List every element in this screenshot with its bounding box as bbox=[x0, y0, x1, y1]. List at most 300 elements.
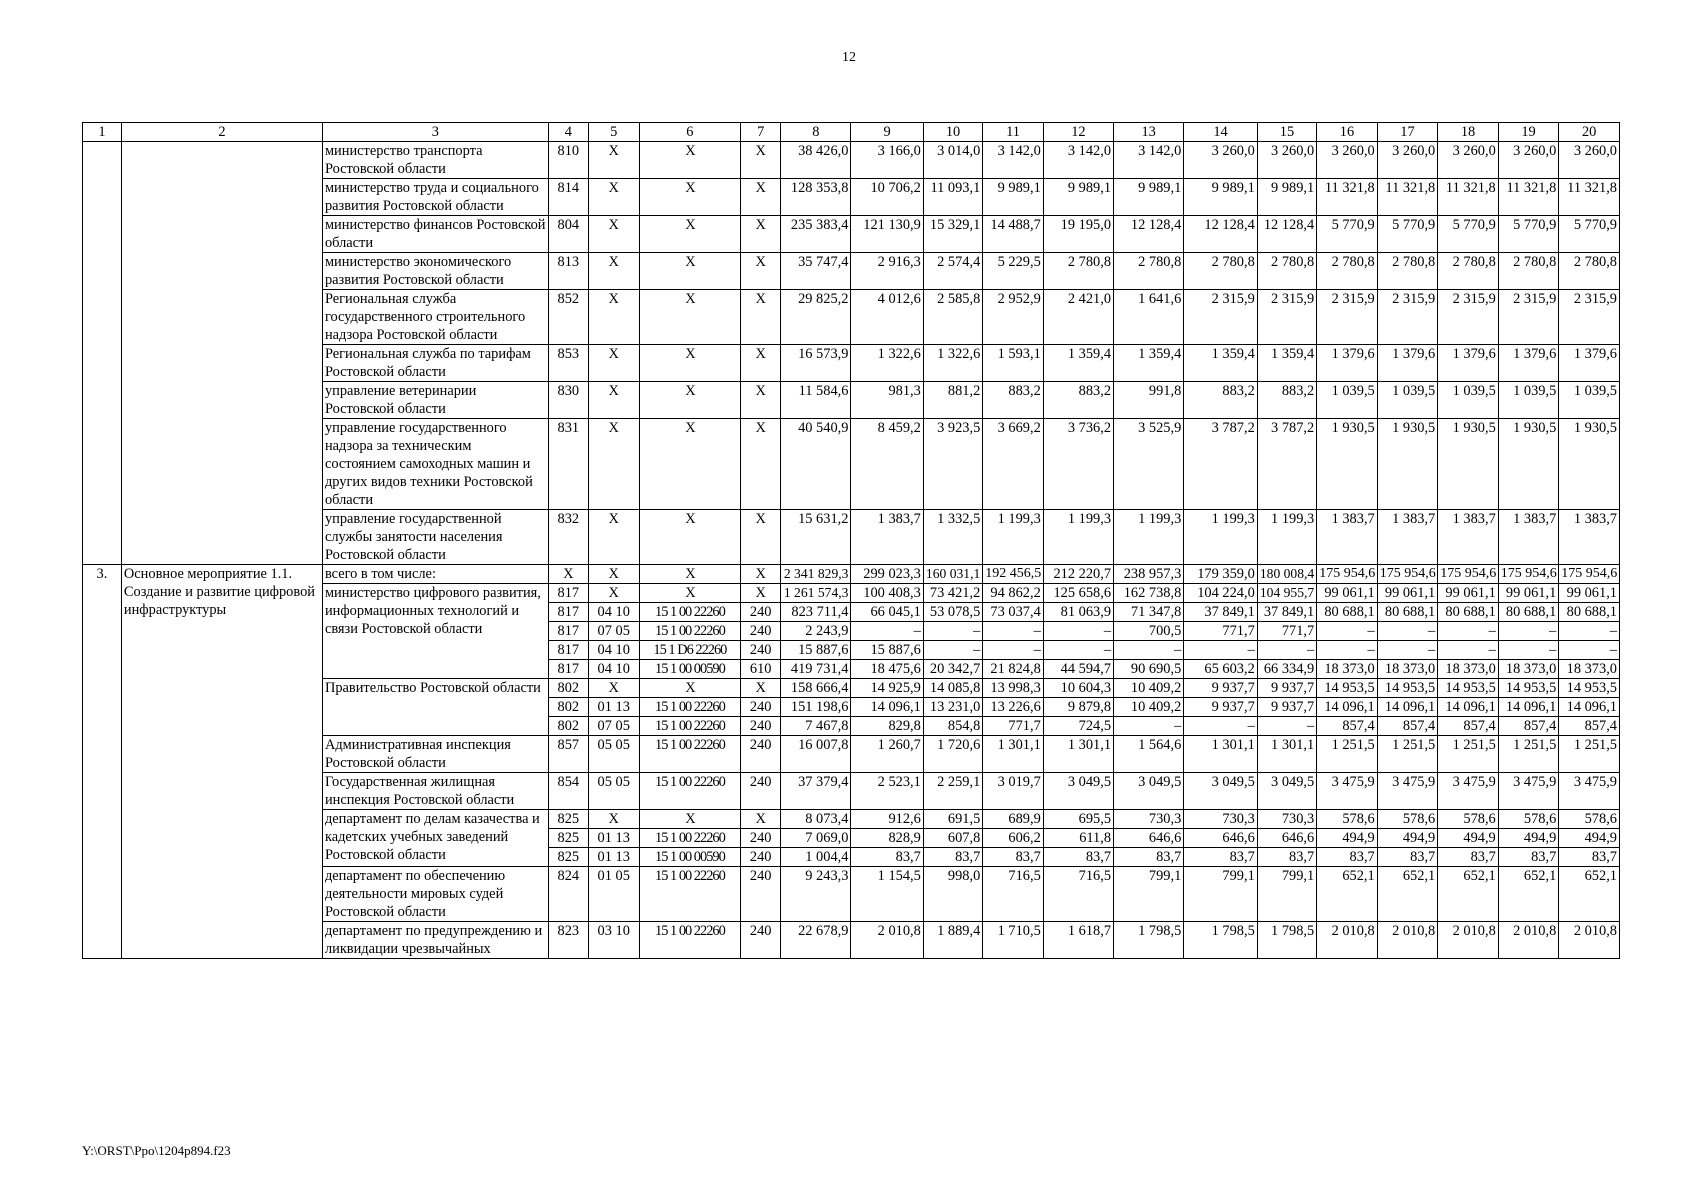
amount-cell: 2 259,1 bbox=[923, 773, 982, 810]
amount-cell: 99 061,1 bbox=[1438, 584, 1499, 603]
amount-cell: 1 359,4 bbox=[1043, 345, 1113, 382]
executor-name: Региональная служба по тарифам Ростовской области bbox=[322, 345, 548, 382]
budget-code-cell: X bbox=[588, 679, 639, 698]
amount-cell: 14 953,5 bbox=[1317, 679, 1378, 698]
event-number bbox=[83, 142, 122, 565]
amount-cell: 494,9 bbox=[1559, 829, 1620, 848]
budget-code-cell: 830 bbox=[548, 382, 588, 419]
amount-cell: 606,2 bbox=[983, 829, 1044, 848]
amount-cell: 2 010,8 bbox=[851, 922, 923, 959]
budget-code-cell: X bbox=[741, 142, 781, 179]
amount-cell: 1 798,5 bbox=[1114, 922, 1184, 959]
amount-cell: 1 251,5 bbox=[1317, 736, 1378, 773]
budget-code-cell: 15 1 00 22260 bbox=[639, 773, 741, 810]
amount-cell: 716,5 bbox=[983, 867, 1044, 922]
amount-cell: 1 379,6 bbox=[1438, 345, 1499, 382]
amount-cell: 1 322,6 bbox=[851, 345, 923, 382]
budget-code-cell: X bbox=[639, 584, 741, 603]
amount-cell: 1 383,7 bbox=[1438, 510, 1499, 565]
amount-cell: 2 315,9 bbox=[1498, 290, 1559, 345]
amount-cell: 1 930,5 bbox=[1317, 419, 1378, 510]
amount-cell: 1 889,4 bbox=[923, 922, 982, 959]
amount-cell: 29 825,2 bbox=[781, 290, 851, 345]
budget-code-cell: 04 10 bbox=[588, 660, 639, 679]
amount-cell: 1 199,3 bbox=[983, 510, 1044, 565]
table-body bbox=[83, 142, 1620, 959]
budget-code-cell: 15 1 00 22260 bbox=[639, 867, 741, 922]
budget-code-cell: 240 bbox=[741, 622, 781, 641]
amount-cell: 2 315,9 bbox=[1184, 290, 1257, 345]
amount-cell: 2 780,8 bbox=[1377, 253, 1438, 290]
amount-cell: 1 039,5 bbox=[1559, 382, 1620, 419]
budget-code-cell: X bbox=[588, 216, 639, 253]
column-header: 4 bbox=[548, 123, 588, 142]
amount-cell: 2 010,8 bbox=[1317, 922, 1378, 959]
amount-cell: 20 342,7 bbox=[923, 660, 982, 679]
table-row bbox=[83, 142, 1620, 179]
amount-cell: 238 957,3 bbox=[1114, 565, 1184, 584]
amount-cell: 2 523,1 bbox=[851, 773, 923, 810]
amount-cell: 1 359,4 bbox=[1114, 345, 1184, 382]
amount-cell: 66 045,1 bbox=[851, 603, 923, 622]
amount-cell: 14 953,5 bbox=[1498, 679, 1559, 698]
amount-cell: 1 383,7 bbox=[1559, 510, 1620, 565]
budget-code-cell: X bbox=[639, 565, 741, 584]
amount-cell: 9 989,1 bbox=[1114, 179, 1184, 216]
amount-cell: 1 301,1 bbox=[1184, 736, 1257, 773]
amount-cell: 94 862,2 bbox=[983, 584, 1044, 603]
amount-cell: 2 010,8 bbox=[1498, 922, 1559, 959]
budget-code-cell: 07 05 bbox=[588, 622, 639, 641]
budget-code-cell: X bbox=[548, 565, 588, 584]
executor-name: министерство труда и социального развития Ростовской области bbox=[322, 179, 548, 216]
amount-cell: 578,6 bbox=[1438, 810, 1499, 829]
amount-cell: 1 039,5 bbox=[1438, 382, 1499, 419]
amount-cell: 578,6 bbox=[1377, 810, 1438, 829]
amount-cell: – bbox=[923, 622, 982, 641]
amount-cell: 3 260,0 bbox=[1257, 142, 1316, 179]
amount-cell: – bbox=[1498, 641, 1559, 660]
amount-cell: 99 061,1 bbox=[1317, 584, 1378, 603]
amount-cell: 823 711,4 bbox=[781, 603, 851, 622]
amount-cell: 18 373,0 bbox=[1438, 660, 1499, 679]
amount-cell: 81 063,9 bbox=[1043, 603, 1113, 622]
column-header: 6 bbox=[639, 123, 741, 142]
amount-cell: 11 321,8 bbox=[1498, 179, 1559, 216]
executor-name: Государственная жилищная инспекция Ростовской области bbox=[322, 773, 548, 810]
amount-cell: 15 887,6 bbox=[781, 641, 851, 660]
budget-code-cell: 07 05 bbox=[588, 717, 639, 736]
budget-code-cell: X bbox=[741, 419, 781, 510]
budget-code-cell: X bbox=[639, 810, 741, 829]
amount-cell: – bbox=[1377, 641, 1438, 660]
column-header: 16 bbox=[1317, 123, 1378, 142]
amount-cell: – bbox=[983, 641, 1044, 660]
amount-cell: 857,4 bbox=[1438, 717, 1499, 736]
amount-cell: 10 706,2 bbox=[851, 179, 923, 216]
budget-code-cell: X bbox=[741, 290, 781, 345]
amount-cell: 8 459,2 bbox=[851, 419, 923, 510]
budget-code-cell: 823 bbox=[548, 922, 588, 959]
amount-cell: 1 039,5 bbox=[1317, 382, 1378, 419]
amount-cell: 1 004,4 bbox=[781, 848, 851, 867]
budget-code-cell: 03 10 bbox=[588, 922, 639, 959]
budget-code-cell: 240 bbox=[741, 867, 781, 922]
budget-code-cell: 802 bbox=[548, 679, 588, 698]
budget-code-cell: X bbox=[639, 419, 741, 510]
table-row bbox=[83, 565, 1620, 584]
amount-cell: 299 023,3 bbox=[851, 565, 923, 584]
amount-cell: 37 379,4 bbox=[781, 773, 851, 810]
budget-code-cell: 01 13 bbox=[588, 829, 639, 848]
amount-cell: 175 954,6 bbox=[1438, 565, 1499, 584]
budget-code-cell: 15 1 D6 22260 bbox=[639, 641, 741, 660]
amount-cell: 494,9 bbox=[1317, 829, 1378, 848]
amount-cell: 1 383,7 bbox=[851, 510, 923, 565]
amount-cell: 14 096,1 bbox=[1498, 698, 1559, 717]
budget-code-cell: X bbox=[741, 179, 781, 216]
executor-name: Региональная служба государственного строительного надзора Ростовской области bbox=[322, 290, 548, 345]
amount-cell: 235 383,4 bbox=[781, 216, 851, 253]
amount-cell: 12 128,4 bbox=[1184, 216, 1257, 253]
amount-cell: 2 780,8 bbox=[1438, 253, 1499, 290]
amount-cell: 730,3 bbox=[1184, 810, 1257, 829]
amount-cell: – bbox=[1184, 641, 1257, 660]
column-header: 20 bbox=[1559, 123, 1620, 142]
amount-cell: 689,9 bbox=[983, 810, 1044, 829]
amount-cell: 3 736,2 bbox=[1043, 419, 1113, 510]
amount-cell: 2 315,9 bbox=[1257, 290, 1316, 345]
budget-code-cell: 240 bbox=[741, 698, 781, 717]
amount-cell: 1 359,4 bbox=[1257, 345, 1316, 382]
amount-cell: 1 251,5 bbox=[1559, 736, 1620, 773]
amount-cell: 2 780,8 bbox=[1559, 253, 1620, 290]
amount-cell: 11 321,8 bbox=[1438, 179, 1499, 216]
amount-cell: 9 243,3 bbox=[781, 867, 851, 922]
amount-cell: 1 199,3 bbox=[1043, 510, 1113, 565]
amount-cell: 3 260,0 bbox=[1559, 142, 1620, 179]
amount-cell: 14 096,1 bbox=[1317, 698, 1378, 717]
executor-name: министерство финансов Ростовской области bbox=[322, 216, 548, 253]
amount-cell: 80 688,1 bbox=[1498, 603, 1559, 622]
amount-cell: 9 989,1 bbox=[1184, 179, 1257, 216]
amount-cell: – bbox=[1184, 717, 1257, 736]
budget-code-cell: X bbox=[741, 345, 781, 382]
budget-code-cell: X bbox=[588, 382, 639, 419]
amount-cell: 854,8 bbox=[923, 717, 982, 736]
executor-name: министерство экономического развития Ростовской области bbox=[322, 253, 548, 290]
event-name: Основное мероприятие 1.1. Создание и развитие цифровой инфраструктуры bbox=[121, 565, 322, 959]
column-header: 1 bbox=[83, 123, 122, 142]
amount-cell: 14 953,5 bbox=[1438, 679, 1499, 698]
budget-code-cell: 825 bbox=[548, 810, 588, 829]
table-header bbox=[83, 123, 1620, 142]
amount-cell: 1 199,3 bbox=[1114, 510, 1184, 565]
amount-cell: 15 887,6 bbox=[851, 641, 923, 660]
amount-cell: 1 383,7 bbox=[1498, 510, 1559, 565]
amount-cell: 730,3 bbox=[1257, 810, 1316, 829]
amount-cell: 2 780,8 bbox=[1114, 253, 1184, 290]
amount-cell: 881,2 bbox=[923, 382, 982, 419]
budget-code-cell: 05 05 bbox=[588, 736, 639, 773]
amount-cell: 1 720,6 bbox=[923, 736, 982, 773]
amount-cell: 9 989,1 bbox=[983, 179, 1044, 216]
budget-code-cell: X bbox=[741, 382, 781, 419]
budget-code-cell: 240 bbox=[741, 922, 781, 959]
column-header: 18 bbox=[1438, 123, 1499, 142]
budget-code-cell: 240 bbox=[741, 603, 781, 622]
amount-cell: 3 260,0 bbox=[1377, 142, 1438, 179]
amount-cell: 104 955,7 bbox=[1257, 584, 1316, 603]
amount-cell: – bbox=[1043, 622, 1113, 641]
budget-code-cell: X bbox=[639, 216, 741, 253]
amount-cell: 2 952,9 bbox=[983, 290, 1044, 345]
budget-code-cell: 15 1 00 22260 bbox=[639, 698, 741, 717]
budget-code-cell: X bbox=[741, 565, 781, 584]
amount-cell: 83,7 bbox=[1377, 848, 1438, 867]
budget-code-cell: X bbox=[639, 345, 741, 382]
amount-cell: 771,7 bbox=[1184, 622, 1257, 641]
amount-cell: 691,5 bbox=[923, 810, 982, 829]
budget-code-cell: 15 1 00 00590 bbox=[639, 848, 741, 867]
budget-code-cell: 240 bbox=[741, 848, 781, 867]
amount-cell: 9 937,7 bbox=[1184, 679, 1257, 698]
budget-code-cell: 824 bbox=[548, 867, 588, 922]
amount-cell: 7 069,0 bbox=[781, 829, 851, 848]
budget-code-cell: 817 bbox=[548, 622, 588, 641]
amount-cell: 1 261 574,3 bbox=[781, 584, 851, 603]
amount-cell: 3 142,0 bbox=[983, 142, 1044, 179]
budget-code-cell: 05 05 bbox=[588, 773, 639, 810]
amount-cell: 53 078,5 bbox=[923, 603, 982, 622]
amount-cell: 3 019,7 bbox=[983, 773, 1044, 810]
budget-code-cell: 825 bbox=[548, 848, 588, 867]
executor-name: департамент по обеспечению деятельности мировых судей Ростовской области bbox=[322, 867, 548, 922]
amount-cell: 179 359,0 bbox=[1184, 565, 1257, 584]
amount-cell: 18 475,6 bbox=[851, 660, 923, 679]
amount-cell: – bbox=[1114, 717, 1184, 736]
event-name bbox=[121, 142, 322, 565]
amount-cell: 83,7 bbox=[983, 848, 1044, 867]
column-header: 2 bbox=[121, 123, 322, 142]
amount-cell: 494,9 bbox=[1438, 829, 1499, 848]
amount-cell: 2 585,8 bbox=[923, 290, 982, 345]
budget-code-cell: 802 bbox=[548, 717, 588, 736]
amount-cell: 175 954,6 bbox=[1377, 565, 1438, 584]
amount-cell: 2 010,8 bbox=[1559, 922, 1620, 959]
amount-cell: 1 379,6 bbox=[1317, 345, 1378, 382]
amount-cell: 652,1 bbox=[1377, 867, 1438, 922]
amount-cell: 578,6 bbox=[1317, 810, 1378, 829]
budget-code-cell: X bbox=[588, 810, 639, 829]
amount-cell: 2 780,8 bbox=[1257, 253, 1316, 290]
column-header: 15 bbox=[1257, 123, 1316, 142]
amount-cell: 9 937,7 bbox=[1257, 698, 1316, 717]
amount-cell: 771,7 bbox=[1257, 622, 1316, 641]
budget-code-cell: 825 bbox=[548, 829, 588, 848]
amount-cell: 2 010,8 bbox=[1377, 922, 1438, 959]
amount-cell: 1 593,1 bbox=[983, 345, 1044, 382]
amount-cell: 857,4 bbox=[1317, 717, 1378, 736]
amount-cell: 2 315,9 bbox=[1438, 290, 1499, 345]
column-header: 17 bbox=[1377, 123, 1438, 142]
amount-cell: 1 322,6 bbox=[923, 345, 982, 382]
amount-cell: 1 798,5 bbox=[1184, 922, 1257, 959]
budget-code-cell: 814 bbox=[548, 179, 588, 216]
amount-cell: 14 096,1 bbox=[1438, 698, 1499, 717]
amount-cell: 66 334,9 bbox=[1257, 660, 1316, 679]
amount-cell: – bbox=[1498, 622, 1559, 641]
budget-code-cell: X bbox=[588, 510, 639, 565]
amount-cell: 9 989,1 bbox=[1043, 179, 1113, 216]
amount-cell: 1 383,7 bbox=[1317, 510, 1378, 565]
budget-code-cell: X bbox=[741, 510, 781, 565]
amount-cell: 652,1 bbox=[1317, 867, 1378, 922]
amount-cell: 5 770,9 bbox=[1317, 216, 1378, 253]
amount-cell: – bbox=[983, 622, 1044, 641]
budget-code-cell: 15 1 00 22260 bbox=[639, 622, 741, 641]
amount-cell: 857,4 bbox=[1377, 717, 1438, 736]
amount-cell: 83,7 bbox=[851, 848, 923, 867]
amount-cell: 724,5 bbox=[1043, 717, 1113, 736]
amount-cell: 857,4 bbox=[1559, 717, 1620, 736]
amount-cell: – bbox=[1438, 641, 1499, 660]
budget-code-cell: X bbox=[588, 345, 639, 382]
budget-code-cell: 804 bbox=[548, 216, 588, 253]
amount-cell: 4 012,6 bbox=[851, 290, 923, 345]
budget-code-cell: 04 10 bbox=[588, 603, 639, 622]
amount-cell: 607,8 bbox=[923, 829, 982, 848]
amount-cell: 18 373,0 bbox=[1498, 660, 1559, 679]
budget-code-cell: 15 1 00 22260 bbox=[639, 603, 741, 622]
amount-cell: 1 379,6 bbox=[1377, 345, 1438, 382]
amount-cell: 14 925,9 bbox=[851, 679, 923, 698]
amount-cell: 1 710,5 bbox=[983, 922, 1044, 959]
amount-cell: 2 315,9 bbox=[1377, 290, 1438, 345]
amount-cell: 83,7 bbox=[1114, 848, 1184, 867]
budget-code-cell: X bbox=[639, 142, 741, 179]
amount-cell: 1 251,5 bbox=[1498, 736, 1559, 773]
amount-cell: – bbox=[1114, 641, 1184, 660]
budget-code-cell: 817 bbox=[548, 641, 588, 660]
amount-cell: 883,2 bbox=[1184, 382, 1257, 419]
amount-cell: 1 930,5 bbox=[1438, 419, 1499, 510]
budget-code-cell: X bbox=[741, 810, 781, 829]
amount-cell: 2 780,8 bbox=[1498, 253, 1559, 290]
amount-cell: 9 879,8 bbox=[1043, 698, 1113, 717]
amount-cell: 5 770,9 bbox=[1438, 216, 1499, 253]
amount-cell: 71 347,8 bbox=[1114, 603, 1184, 622]
budget-code-cell: 01 05 bbox=[588, 867, 639, 922]
amount-cell: 125 658,6 bbox=[1043, 584, 1113, 603]
amount-cell: 1 260,7 bbox=[851, 736, 923, 773]
amount-cell: 3 049,5 bbox=[1184, 773, 1257, 810]
budget-code-cell: X bbox=[588, 565, 639, 584]
amount-cell: 2 780,8 bbox=[1317, 253, 1378, 290]
amount-cell: 37 849,1 bbox=[1184, 603, 1257, 622]
amount-cell: 83,7 bbox=[1317, 848, 1378, 867]
amount-cell: 857,4 bbox=[1498, 717, 1559, 736]
amount-cell: 3 260,0 bbox=[1438, 142, 1499, 179]
budget-table bbox=[82, 122, 1620, 959]
amount-cell: 3 260,0 bbox=[1317, 142, 1378, 179]
amount-cell: 3 525,9 bbox=[1114, 419, 1184, 510]
budget-code-cell: 852 bbox=[548, 290, 588, 345]
budget-code-cell: X bbox=[588, 142, 639, 179]
amount-cell: 1 379,6 bbox=[1559, 345, 1620, 382]
amount-cell: 175 954,6 bbox=[1559, 565, 1620, 584]
amount-cell: 883,2 bbox=[1043, 382, 1113, 419]
amount-cell: 2 780,8 bbox=[1184, 253, 1257, 290]
amount-cell: 175 954,6 bbox=[1317, 565, 1378, 584]
amount-cell: 99 061,1 bbox=[1377, 584, 1438, 603]
amount-cell: 2 916,3 bbox=[851, 253, 923, 290]
amount-cell: 652,1 bbox=[1498, 867, 1559, 922]
amount-cell: 37 849,1 bbox=[1257, 603, 1316, 622]
amount-cell: 2 243,9 bbox=[781, 622, 851, 641]
budget-code-cell: 610 bbox=[741, 660, 781, 679]
amount-cell: 883,2 bbox=[1257, 382, 1316, 419]
amount-cell: 3 142,0 bbox=[1043, 142, 1113, 179]
budget-code-cell: 832 bbox=[548, 510, 588, 565]
amount-cell: – bbox=[1257, 641, 1316, 660]
column-header: 19 bbox=[1498, 123, 1559, 142]
amount-cell: 83,7 bbox=[1043, 848, 1113, 867]
budget-code-cell: X bbox=[639, 382, 741, 419]
amount-cell: 14 085,8 bbox=[923, 679, 982, 698]
amount-cell: 9 989,1 bbox=[1257, 179, 1316, 216]
amount-cell: 3 014,0 bbox=[923, 142, 982, 179]
budget-code-cell: X bbox=[639, 179, 741, 216]
amount-cell: 8 073,4 bbox=[781, 810, 851, 829]
amount-cell: 700,5 bbox=[1114, 622, 1184, 641]
amount-cell: 1 383,7 bbox=[1377, 510, 1438, 565]
amount-cell: 2 780,8 bbox=[1043, 253, 1113, 290]
amount-cell: 1 564,6 bbox=[1114, 736, 1184, 773]
budget-code-cell: 817 bbox=[548, 660, 588, 679]
amount-cell: 646,6 bbox=[1257, 829, 1316, 848]
amount-cell: – bbox=[1257, 717, 1316, 736]
amount-cell: 981,3 bbox=[851, 382, 923, 419]
amount-cell: 5 770,9 bbox=[1559, 216, 1620, 253]
budget-code-cell: 853 bbox=[548, 345, 588, 382]
amount-cell: 83,7 bbox=[923, 848, 982, 867]
budget-code-cell: X bbox=[639, 510, 741, 565]
amount-cell: 83,7 bbox=[1438, 848, 1499, 867]
amount-cell: – bbox=[851, 622, 923, 641]
amount-cell: 73 037,4 bbox=[983, 603, 1044, 622]
amount-cell: 13 226,6 bbox=[983, 698, 1044, 717]
amount-cell: 18 373,0 bbox=[1559, 660, 1620, 679]
amount-cell: 829,8 bbox=[851, 717, 923, 736]
amount-cell: 912,6 bbox=[851, 810, 923, 829]
amount-cell: 1 301,1 bbox=[983, 736, 1044, 773]
amount-cell: 1 618,7 bbox=[1043, 922, 1113, 959]
amount-cell: 10 409,2 bbox=[1114, 698, 1184, 717]
amount-cell: 3 475,9 bbox=[1498, 773, 1559, 810]
budget-code-cell: X bbox=[588, 419, 639, 510]
budget-code-cell: X bbox=[639, 290, 741, 345]
amount-cell: 13 231,0 bbox=[923, 698, 982, 717]
amount-cell: 3 669,2 bbox=[983, 419, 1044, 510]
amount-cell: 14 953,5 bbox=[1377, 679, 1438, 698]
executor-name: департамент по предупреждению и ликвидации чрезвычайных bbox=[322, 922, 548, 959]
amount-cell: 1 301,1 bbox=[1043, 736, 1113, 773]
amount-cell: 16 007,8 bbox=[781, 736, 851, 773]
amount-cell: 175 954,6 bbox=[1498, 565, 1559, 584]
amount-cell: 10 409,2 bbox=[1114, 679, 1184, 698]
amount-cell: 14 953,5 bbox=[1559, 679, 1620, 698]
